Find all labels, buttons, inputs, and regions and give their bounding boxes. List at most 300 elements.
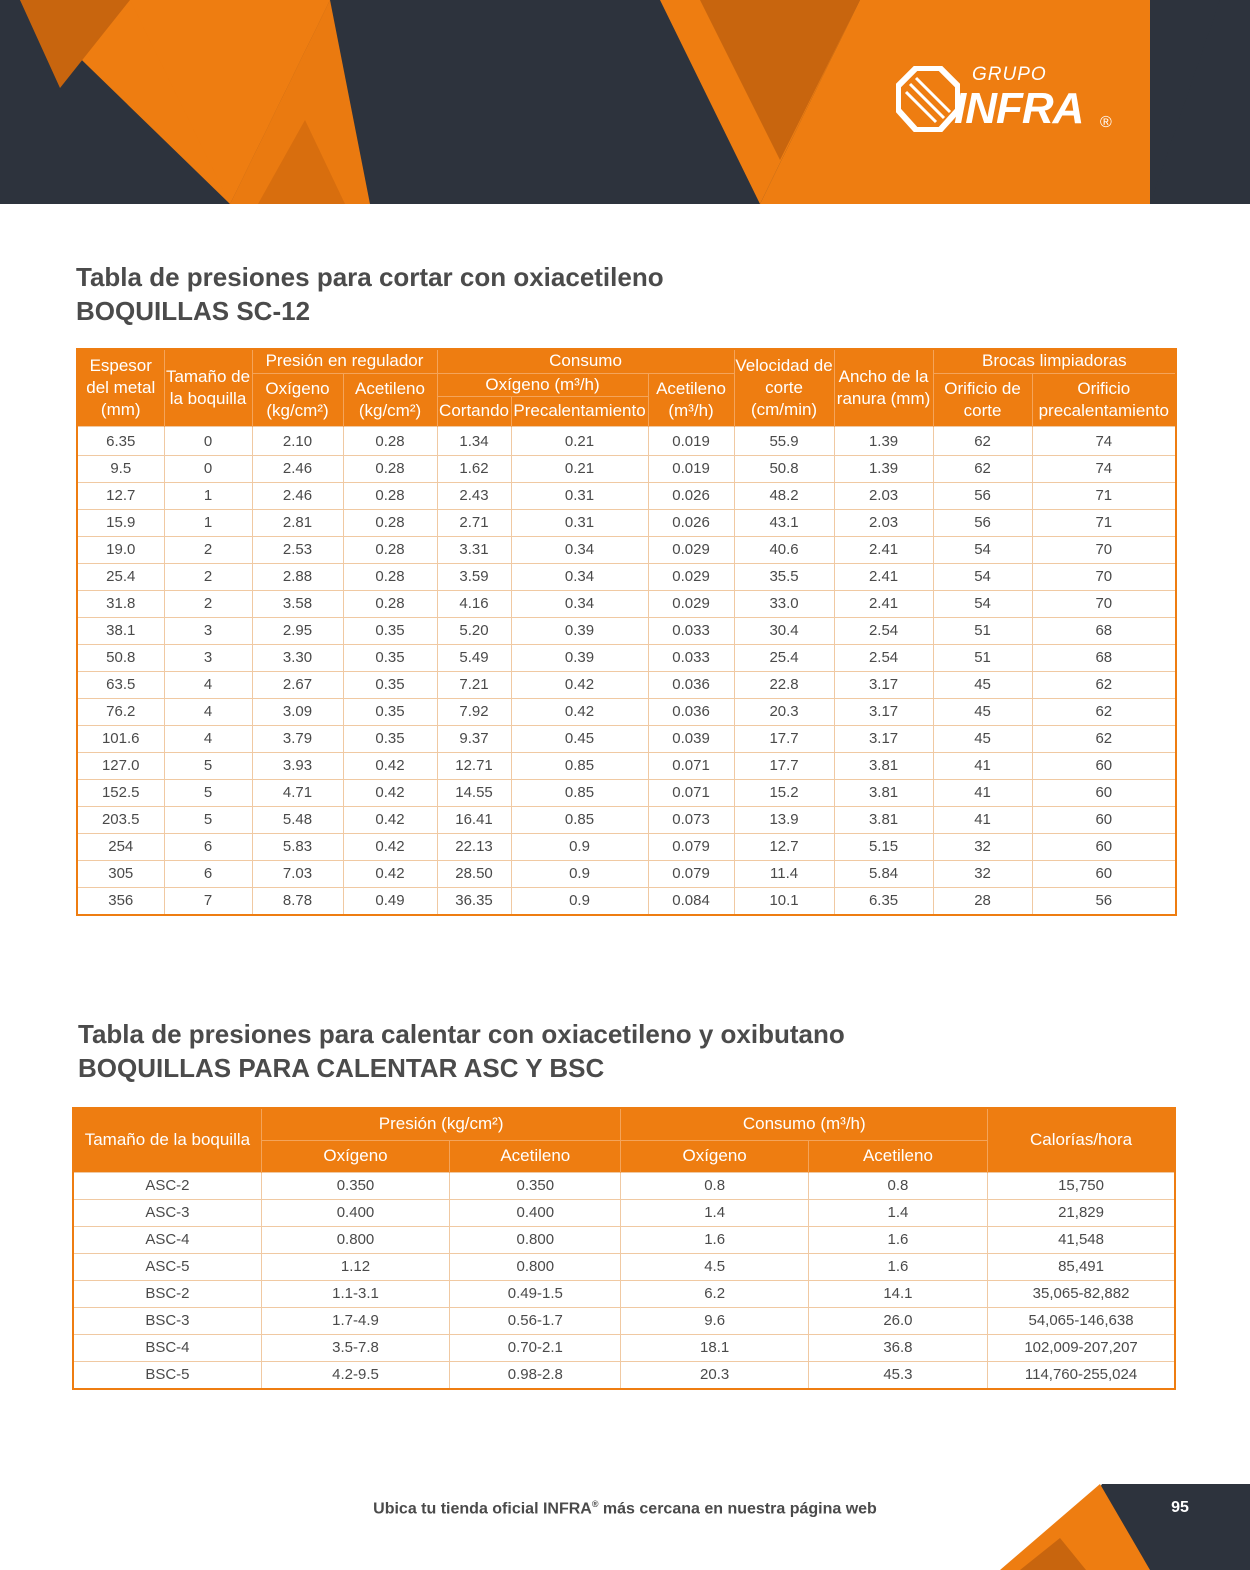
header-tamano: Tamaño de la boquilla [164, 349, 252, 426]
heating-table-row [73, 1334, 1175, 1361]
cutting-table-cell: 0.029 [648, 563, 734, 590]
cutting-table-cell: 54 [933, 590, 1032, 617]
header-brocas: Brocas limpiadoras [933, 349, 1176, 373]
heating-table-cell: 36.8 [808, 1334, 987, 1361]
cutting-table-cell: 7.21 [437, 671, 511, 698]
heating-table-cell: 1.4 [808, 1199, 987, 1226]
cutting-table-cell: 45 [933, 671, 1032, 698]
cutting-table-cell: 56 [1032, 887, 1176, 915]
cutting-table-cell: 101.6 [77, 725, 164, 752]
cutting-table-row [77, 590, 1176, 617]
cutting-table-cell: 51 [933, 644, 1032, 671]
cutting-table-row [77, 509, 1176, 536]
cutting-table-cell: 5 [164, 779, 252, 806]
cutting-table-cell: 2.03 [834, 509, 933, 536]
heating-table-row [73, 1253, 1175, 1280]
heating-table-cell: 21,829 [988, 1199, 1175, 1226]
heating-table-cell: 0.8 [808, 1172, 987, 1199]
cutting-table-cell: 0.079 [648, 833, 734, 860]
cutting-table-cell: 4 [164, 671, 252, 698]
cutting-table-cell: 356 [77, 887, 164, 915]
heating-table-body [73, 1172, 1175, 1389]
heating-table-cell: 0.70-2.1 [450, 1334, 621, 1361]
heating-table-cell: 41,548 [988, 1226, 1175, 1253]
cutting-table-cell: 62 [1032, 698, 1176, 725]
cutting-table-cell: 32 [933, 860, 1032, 887]
cutting-table-cell: 11.4 [734, 860, 834, 887]
cutting-table-cell: 62 [933, 426, 1032, 455]
header-espesor: Espesor del metal (mm) [77, 349, 164, 426]
heating-table-cell: 6.2 [621, 1280, 808, 1307]
cutting-table-cell: 0.42 [343, 779, 437, 806]
cutting-table-cell: 2.46 [252, 455, 343, 482]
cutting-table-row [77, 833, 1176, 860]
header-consumo-acetileno: Acetileno [808, 1140, 987, 1172]
heating-table-cell: BSC-3 [73, 1307, 261, 1334]
table2-title-line1: Tabla de presiones para calentar con oxiacetileno y oxibutano [78, 1019, 845, 1049]
cutting-table-cell: 0.28 [343, 426, 437, 455]
cutting-table-cell: 3.59 [437, 563, 511, 590]
cutting-table-cell: 22.13 [437, 833, 511, 860]
cutting-table-row [77, 860, 1176, 887]
cutting-table-cell: 0.42 [511, 671, 648, 698]
heating-table-row [73, 1280, 1175, 1307]
cutting-table-cell: 25.4 [734, 644, 834, 671]
heating-table-cell: 1.6 [808, 1226, 987, 1253]
cutting-table-cell: 0.35 [343, 617, 437, 644]
cutting-table-cell: 1.62 [437, 455, 511, 482]
heating-table-cell: 114,760-255,024 [988, 1361, 1175, 1389]
footer-text-after: más cercana en nuestra página web [598, 1500, 877, 1518]
header-oxigeno-regulador: Oxígeno (kg/cm²) [252, 373, 343, 426]
cutting-table-cell: 28 [933, 887, 1032, 915]
cutting-table-cell: 48.2 [734, 482, 834, 509]
cutting-table-cell: 71 [1032, 509, 1176, 536]
cutting-table-cell: 31.8 [77, 590, 164, 617]
cutting-table-row [77, 887, 1176, 915]
cutting-table-cell: 2.81 [252, 509, 343, 536]
heating-table-cell: 9.6 [621, 1307, 808, 1334]
cutting-table-cell: 6 [164, 833, 252, 860]
header-orificio-precalentamiento: Orificio precalentamiento [1032, 373, 1176, 426]
header-calorias: Calorías/hora [988, 1108, 1175, 1172]
heating-table-row [73, 1226, 1175, 1253]
cutting-table-cell: 0.28 [343, 509, 437, 536]
header-presion-acetileno: Acetileno [450, 1140, 621, 1172]
heating-table-cell: 85,491 [988, 1253, 1175, 1280]
cutting-table-cell: 3.81 [834, 779, 933, 806]
cutting-table-cell: 10.1 [734, 887, 834, 915]
heating-table-cell: 0.98-2.8 [450, 1361, 621, 1389]
cutting-table-cell: 0.9 [511, 860, 648, 887]
cutting-table-cell: 0.019 [648, 426, 734, 455]
cutting-table-cell: 2.67 [252, 671, 343, 698]
cutting-table-cell: 0.28 [343, 563, 437, 590]
cutting-table-cell: 40.6 [734, 536, 834, 563]
page-number: 95 [1171, 1499, 1189, 1516]
cutting-table-cell: 3.17 [834, 725, 933, 752]
cutting-table-cell: 1 [164, 482, 252, 509]
cutting-table-cell: 0.42 [343, 752, 437, 779]
cutting-table-cell: 74 [1032, 426, 1176, 455]
logo-grupo-text: GRUPO [972, 64, 1047, 85]
heating-table-cell: 1.6 [808, 1253, 987, 1280]
cutting-table-cell: 3.31 [437, 536, 511, 563]
heating-table-cell: 54,065-146,638 [988, 1307, 1175, 1334]
cutting-table-cell: 2.88 [252, 563, 343, 590]
cutting-table-cell: 70 [1032, 590, 1176, 617]
cutting-table-cell: 51 [933, 617, 1032, 644]
cutting-table-cell: 55.9 [734, 426, 834, 455]
cutting-table-cell: 3.58 [252, 590, 343, 617]
cutting-table-cell: 41 [933, 779, 1032, 806]
cutting-table-cell: 4.16 [437, 590, 511, 617]
cutting-table-cell: 305 [77, 860, 164, 887]
cutting-table-cell: 2.54 [834, 644, 933, 671]
cutting-table-cell: 60 [1032, 833, 1176, 860]
cutting-table-cell: 12.7 [77, 482, 164, 509]
cutting-table-cell: 1.34 [437, 426, 511, 455]
heating-table-cell: BSC-4 [73, 1334, 261, 1361]
heating-table-cell: 4.2-9.5 [261, 1361, 449, 1389]
cutting-table-cell: 1 [164, 509, 252, 536]
cutting-table-cell: 74 [1032, 455, 1176, 482]
cutting-table-cell: 15.2 [734, 779, 834, 806]
heating-table-cell: 35,065-82,882 [988, 1280, 1175, 1307]
cutting-table-cell: 2.95 [252, 617, 343, 644]
table1-title [76, 260, 664, 328]
cutting-table-cell: 0.039 [648, 725, 734, 752]
header-tamano-boquilla: Tamaño de la boquilla [73, 1108, 261, 1172]
cutting-table-cell: 2.41 [834, 563, 933, 590]
cutting-table-cell: 1.39 [834, 426, 933, 455]
cutting-table-cell: 20.3 [734, 698, 834, 725]
heating-table-cell: ASC-2 [73, 1172, 261, 1199]
cutting-table-cell: 2.46 [252, 482, 343, 509]
cutting-table-cell: 71 [1032, 482, 1176, 509]
cutting-table-cell: 76.2 [77, 698, 164, 725]
heating-table-row [73, 1172, 1175, 1199]
cutting-table-cell: 45 [933, 698, 1032, 725]
cutting-table-cell: 54 [933, 536, 1032, 563]
heating-table-cell: 0.400 [450, 1199, 621, 1226]
cutting-table-cell: 5 [164, 806, 252, 833]
heating-table-cell: 1.6 [621, 1226, 808, 1253]
cutting-table-cell: 0.35 [343, 698, 437, 725]
cutting-table-cell: 2.71 [437, 509, 511, 536]
cutting-table-cell: 17.7 [734, 752, 834, 779]
cutting-table-cell: 70 [1032, 536, 1176, 563]
cutting-table-row [77, 752, 1176, 779]
cutting-table-cell: 3 [164, 644, 252, 671]
header-ancho: Ancho de la ranura (mm) [834, 349, 933, 426]
cutting-table-row [77, 536, 1176, 563]
heating-table-cell: 1.4 [621, 1199, 808, 1226]
heating-table-row [73, 1199, 1175, 1226]
heating-table-cell: 1.7-4.9 [261, 1307, 449, 1334]
cutting-table-cell: 28.50 [437, 860, 511, 887]
cutting-table-cell: 3 [164, 617, 252, 644]
cutting-table-cell: 0 [164, 455, 252, 482]
heating-table-cell: 0.49-1.5 [450, 1280, 621, 1307]
heating-table-row [73, 1361, 1175, 1389]
cutting-table-row [77, 806, 1176, 833]
heating-table-cell: BSC-5 [73, 1361, 261, 1389]
cutting-table-cell: 5.20 [437, 617, 511, 644]
cutting-table-cell: 36.35 [437, 887, 511, 915]
heating-table-cell: 15,750 [988, 1172, 1175, 1199]
header-consumo-m3: Consumo (m³/h) [621, 1108, 988, 1140]
cutting-table-cell: 4 [164, 725, 252, 752]
header-consumo-oxigeno: Oxígeno [621, 1140, 808, 1172]
cutting-table-row [77, 455, 1176, 482]
cutting-table-cell: 50.8 [77, 644, 164, 671]
cutting-table-cell: 0.28 [343, 482, 437, 509]
cutting-table-cell: 60 [1032, 806, 1176, 833]
cutting-table-cell: 5.49 [437, 644, 511, 671]
heating-table-cell: ASC-5 [73, 1253, 261, 1280]
cutting-table-cell: 0.42 [343, 833, 437, 860]
cutting-table-cell: 19.0 [77, 536, 164, 563]
heating-table-cell: 0.56-1.7 [450, 1307, 621, 1334]
cutting-table-cell: 33.0 [734, 590, 834, 617]
header-acetileno-regulador: Acetileno (kg/cm²) [343, 373, 437, 426]
heating-table-cell: 0.400 [261, 1199, 449, 1226]
heating-table-cell: ASC-3 [73, 1199, 261, 1226]
cutting-table-row [77, 725, 1176, 752]
cutting-table-cell: 41 [933, 752, 1032, 779]
cutting-table-cell: 6.35 [834, 887, 933, 915]
cutting-table-cell: 43.1 [734, 509, 834, 536]
cutting-table-cell: 17.7 [734, 725, 834, 752]
cutting-table-cell: 0.34 [511, 536, 648, 563]
cutting-table-cell: 5 [164, 752, 252, 779]
cutting-table-row [77, 698, 1176, 725]
cutting-table-cell: 30.4 [734, 617, 834, 644]
cutting-table-cell: 0.34 [511, 563, 648, 590]
cutting-table-cell: 32 [933, 833, 1032, 860]
cutting-table-cell: 12.7 [734, 833, 834, 860]
cutting-table-cell: 0.34 [511, 590, 648, 617]
cutting-table-cell: 0.071 [648, 779, 734, 806]
cutting-table-cell: 5.48 [252, 806, 343, 833]
heating-table-cell: 1.12 [261, 1253, 449, 1280]
cutting-table-cell: 0.28 [343, 455, 437, 482]
heating-table-cell: BSC-2 [73, 1280, 261, 1307]
cutting-table-cell: 3.30 [252, 644, 343, 671]
footer-corner-shape [1000, 1484, 1250, 1570]
heating-table-cell: 14.1 [808, 1280, 987, 1307]
cutting-table-cell: 3.93 [252, 752, 343, 779]
cutting-table-cell: 2 [164, 590, 252, 617]
cutting-table-cell: 0.45 [511, 725, 648, 752]
heating-table-cell: 1.1-3.1 [261, 1280, 449, 1307]
cutting-table-cell: 5.84 [834, 860, 933, 887]
heating-table-cell: 4.5 [621, 1253, 808, 1280]
cutting-table-row [77, 671, 1176, 698]
header-oxigeno-consumo: Oxígeno (m³/h) [437, 373, 648, 396]
cutting-table-cell: 0.39 [511, 617, 648, 644]
cutting-table-cell: 5.83 [252, 833, 343, 860]
cutting-table-cell: 22.8 [734, 671, 834, 698]
cutting-table-cell: 25.4 [77, 563, 164, 590]
cutting-table-cell: 35.5 [734, 563, 834, 590]
cutting-table-row [77, 563, 1176, 590]
heating-table-cell: ASC-4 [73, 1226, 261, 1253]
cutting-table-cell: 12.71 [437, 752, 511, 779]
cutting-table-body [77, 426, 1176, 915]
cutting-table-cell: 50.8 [734, 455, 834, 482]
cutting-table-cell: 38.1 [77, 617, 164, 644]
cutting-table-cell: 60 [1032, 752, 1176, 779]
cutting-table-cell: 0.9 [511, 887, 648, 915]
cutting-table-cell: 127.0 [77, 752, 164, 779]
cutting-table-cell: 3.09 [252, 698, 343, 725]
cutting-table-cell: 54 [933, 563, 1032, 590]
logo-infra-text: INFRA [954, 84, 1084, 133]
cutting-table-row [77, 426, 1176, 455]
heating-table-cell: 3.5-7.8 [261, 1334, 449, 1361]
cutting-table-cell: 2.03 [834, 482, 933, 509]
cutting-table-cell: 15.9 [77, 509, 164, 536]
heating-table-cell: 0.800 [450, 1226, 621, 1253]
cutting-table-cell: 0.033 [648, 617, 734, 644]
cutting-table-cell: 16.41 [437, 806, 511, 833]
cutting-table-cell: 68 [1032, 644, 1176, 671]
cutting-table-cell: 62 [933, 455, 1032, 482]
cutting-table-cell: 3.17 [834, 671, 933, 698]
cutting-table-cell: 0.21 [511, 426, 648, 455]
cutting-table-cell: 203.5 [77, 806, 164, 833]
cutting-table-cell: 0.073 [648, 806, 734, 833]
cutting-table-cell: 0.42 [343, 860, 437, 887]
heating-table-cell: 0.800 [261, 1226, 449, 1253]
cutting-table-cell: 2.41 [834, 536, 933, 563]
cutting-table-cell: 5.15 [834, 833, 933, 860]
cutting-table-cell: 0.019 [648, 455, 734, 482]
cutting-table-cell: 7 [164, 887, 252, 915]
heating-table-cell: 0.350 [261, 1172, 449, 1199]
cutting-table-cell: 0.85 [511, 752, 648, 779]
cutting-table-cell: 14.55 [437, 779, 511, 806]
cutting-table-cell: 63.5 [77, 671, 164, 698]
cutting-table-cell: 56 [933, 509, 1032, 536]
cutting-table-cell: 8.78 [252, 887, 343, 915]
cutting-table-cell: 0.071 [648, 752, 734, 779]
heating-table-cell: 0.800 [450, 1253, 621, 1280]
cutting-table-cell: 3.79 [252, 725, 343, 752]
cutting-table-cell: 0.079 [648, 860, 734, 887]
table2-title [78, 1017, 845, 1085]
header-acetileno-consumo: Acetileno (m³/h) [648, 373, 734, 426]
cutting-table-cell: 152.5 [77, 779, 164, 806]
cutting-table-cell: 0.28 [343, 590, 437, 617]
cutting-table-row [77, 779, 1176, 806]
cutting-table-cell: 0.39 [511, 644, 648, 671]
header-presion-kg: Presión (kg/cm²) [261, 1108, 621, 1140]
cutting-table-cell: 41 [933, 806, 1032, 833]
infra-logo-mark [896, 66, 960, 132]
cutting-table-cell: 6 [164, 860, 252, 887]
table2-title-line2: BOQUILLAS PARA CALENTAR ASC Y BSC [78, 1053, 605, 1083]
cutting-table-cell: 0.029 [648, 536, 734, 563]
header-orificio-corte: Orificio de corte [933, 373, 1032, 426]
header-velocidad: Velocidad de corte (cm/min) [734, 349, 834, 426]
cutting-table-cell: 3.81 [834, 806, 933, 833]
cutting-table-cell: 60 [1032, 860, 1176, 887]
cutting-table-cell: 2.54 [834, 617, 933, 644]
heating-table-row [73, 1307, 1175, 1334]
logo-registered-mark: ® [1100, 114, 1112, 131]
cutting-table-cell: 3.81 [834, 752, 933, 779]
cutting-table-cell: 0.35 [343, 671, 437, 698]
cutting-table-cell: 0.026 [648, 509, 734, 536]
cutting-table-row [77, 644, 1176, 671]
table1-title-line1: Tabla de presiones para cortar con oxiacetileno [76, 262, 664, 292]
heating-table-cell: 0.350 [450, 1172, 621, 1199]
cutting-table-cell: 4 [164, 698, 252, 725]
header-consumo: Consumo [437, 349, 734, 373]
table1-title-line2: BOQUILLAS SC-12 [76, 296, 311, 326]
cutting-table-cell: 68 [1032, 617, 1176, 644]
cutting-pressure-table [76, 348, 1177, 916]
header-precalentamiento: Precalentamiento [511, 396, 648, 426]
cutting-table-cell: 0.084 [648, 887, 734, 915]
cutting-table-cell: 0.21 [511, 455, 648, 482]
cutting-table-cell: 0.28 [343, 536, 437, 563]
header-cortando: Cortando [437, 396, 511, 426]
cutting-table-cell: 2.10 [252, 426, 343, 455]
cutting-table-cell: 0.49 [343, 887, 437, 915]
cutting-table-cell: 1.39 [834, 455, 933, 482]
cutting-table-cell: 60 [1032, 779, 1176, 806]
cutting-table-cell: 13.9 [734, 806, 834, 833]
header-presion-oxigeno: Oxígeno [261, 1140, 449, 1172]
cutting-table-cell: 45 [933, 725, 1032, 752]
infra-logo [896, 62, 1126, 142]
cutting-table-cell: 0.31 [511, 509, 648, 536]
header-presion: Presión en regulador [252, 349, 437, 373]
cutting-table-cell: 0.85 [511, 779, 648, 806]
heating-table-cell: 20.3 [621, 1361, 808, 1389]
cutting-table-cell: 6.35 [77, 426, 164, 455]
heating-table-cell: 102,009-207,207 [988, 1334, 1175, 1361]
cutting-table-cell: 2.43 [437, 482, 511, 509]
cutting-table-cell: 0.31 [511, 482, 648, 509]
heating-table-cell: 18.1 [621, 1334, 808, 1361]
cutting-table-cell: 0.036 [648, 671, 734, 698]
cutting-table-cell: 0.036 [648, 698, 734, 725]
cutting-table-cell: 9.37 [437, 725, 511, 752]
cutting-table-cell: 0.42 [511, 698, 648, 725]
cutting-table-cell: 0.42 [343, 806, 437, 833]
cutting-table-cell: 0.033 [648, 644, 734, 671]
cutting-table-cell: 3.17 [834, 698, 933, 725]
cutting-table-row [77, 482, 1176, 509]
cutting-table-cell: 56 [933, 482, 1032, 509]
cutting-table-cell: 0.85 [511, 806, 648, 833]
cutting-table-cell: 2 [164, 563, 252, 590]
cutting-table-cell: 7.92 [437, 698, 511, 725]
cutting-table-cell: 2.41 [834, 590, 933, 617]
cutting-table-cell: 7.03 [252, 860, 343, 887]
cutting-table-cell: 4.71 [252, 779, 343, 806]
cutting-table-cell: 62 [1032, 725, 1176, 752]
cutting-table-cell: 0.9 [511, 833, 648, 860]
cutting-table-cell: 2.53 [252, 536, 343, 563]
heating-table-cell: 26.0 [808, 1307, 987, 1334]
heating-table-cell: 0.8 [621, 1172, 808, 1199]
